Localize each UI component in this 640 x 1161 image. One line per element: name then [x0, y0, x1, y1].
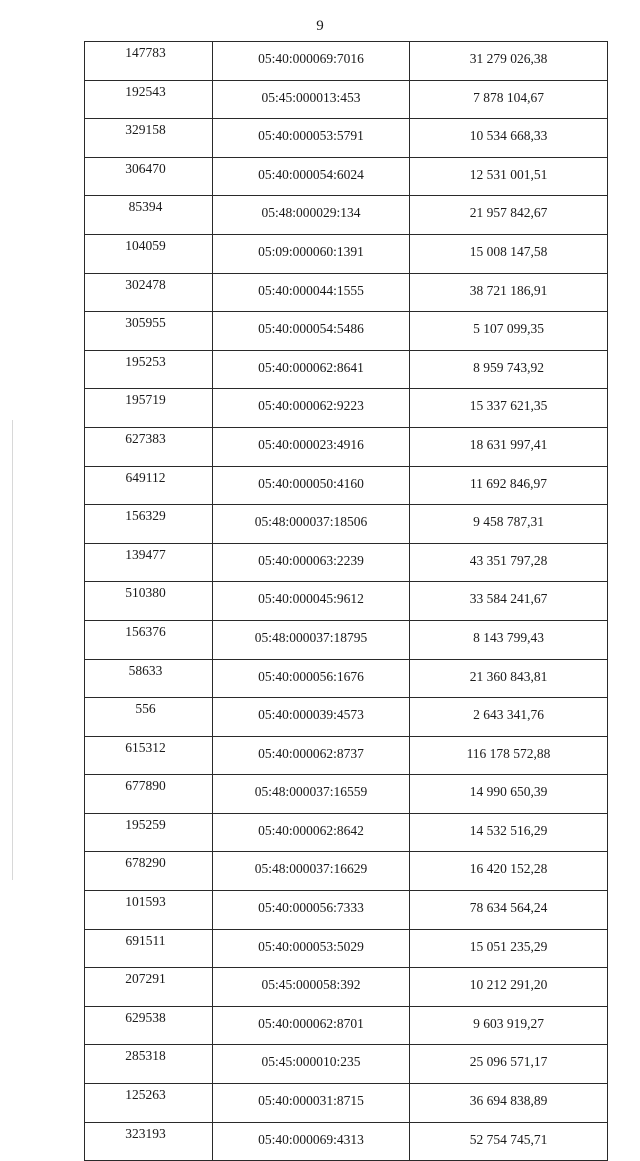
object-id-cell: 627383 — [85, 427, 213, 466]
cadastral-value-cell: 8 959 743,92 — [410, 350, 608, 389]
cadastral-number-cell: 05:40:000023:4916 — [213, 427, 410, 466]
object-id-cell: 195719 — [85, 389, 213, 428]
cadastral-number-cell: 05:45:000010:235 — [213, 1045, 410, 1084]
cadastral-value-cell: 33 584 241,67 — [410, 582, 608, 621]
table-row — [85, 389, 608, 428]
table-row — [85, 157, 608, 196]
cadastral-number-cell: 05:40:000062:9223 — [213, 389, 410, 428]
cadastral-number-cell: 05:40:000054:5486 — [213, 312, 410, 351]
cadastral-number-cell: 05:40:000062:8737 — [213, 736, 410, 775]
cadastral-number-cell: 05:40:000044:1555 — [213, 273, 410, 312]
object-id-cell: 691511 — [85, 929, 213, 968]
table-row — [85, 234, 608, 273]
object-id-cell: 85394 — [85, 196, 213, 235]
cadastral-value-cell: 8 143 799,43 — [410, 620, 608, 659]
cadastral-value-cell: 43 351 797,28 — [410, 543, 608, 582]
cadastral-value-cell: 10 212 291,20 — [410, 968, 608, 1007]
cadastral-value-cell: 9 603 919,27 — [410, 1006, 608, 1045]
cadastral-value-cell: 52 754 745,71 — [410, 1122, 608, 1161]
cadastral-value-cell: 78 634 564,24 — [410, 891, 608, 930]
object-id-cell: 58633 — [85, 659, 213, 698]
cadastral-number-cell: 05:45:000058:392 — [213, 968, 410, 1007]
cadastral-number-cell: 05:40:000062:8701 — [213, 1006, 410, 1045]
cadastral-number-cell: 05:40:000056:1676 — [213, 659, 410, 698]
table-row — [85, 466, 608, 505]
object-id-cell: 156329 — [85, 505, 213, 544]
object-id-cell: 104059 — [85, 234, 213, 273]
cadastral-number-cell: 05:40:000053:5029 — [213, 929, 410, 968]
table-row — [85, 813, 608, 852]
cadastral-value-cell: 2 643 341,76 — [410, 698, 608, 737]
table-row — [85, 929, 608, 968]
cadastral-value-cell: 14 990 650,39 — [410, 775, 608, 814]
cadastral-value-cell: 36 694 838,89 — [410, 1084, 608, 1123]
table-row — [85, 312, 608, 351]
cadastral-number-cell: 05:48:000029:134 — [213, 196, 410, 235]
cadastral-value-cell: 116 178 572,88 — [410, 736, 608, 775]
cadastral-value-cell: 21 360 843,81 — [410, 659, 608, 698]
object-id-cell: 615312 — [85, 736, 213, 775]
object-id-cell: 305955 — [85, 312, 213, 351]
table-row — [85, 659, 608, 698]
object-id-cell: 156376 — [85, 620, 213, 659]
cadastral-number-cell: 05:40:000031:8715 — [213, 1084, 410, 1123]
table-row — [85, 736, 608, 775]
object-id-cell: 207291 — [85, 968, 213, 1007]
object-id-cell: 285318 — [85, 1045, 213, 1084]
object-id-cell: 556 — [85, 698, 213, 737]
table-row — [85, 698, 608, 737]
object-id-cell: 139477 — [85, 543, 213, 582]
cadastral-number-cell: 05:09:000060:1391 — [213, 234, 410, 273]
cadastral-number-cell: 05:40:000069:4313 — [213, 1122, 410, 1161]
object-id-cell: 323193 — [85, 1122, 213, 1161]
cadastral-value-cell: 15 008 147,58 — [410, 234, 608, 273]
table-row — [85, 543, 608, 582]
table-row — [85, 775, 608, 814]
table-body — [85, 42, 608, 1161]
object-id-cell: 329158 — [85, 119, 213, 158]
cadastral-number-cell: 05:40:000056:7333 — [213, 891, 410, 930]
object-id-cell: 101593 — [85, 891, 213, 930]
scan-margin-line — [12, 420, 13, 880]
cadastral-value-cell: 10 534 668,33 — [410, 119, 608, 158]
table-row — [85, 1006, 608, 1045]
object-id-cell: 678290 — [85, 852, 213, 891]
cadastral-value-cell: 38 721 186,91 — [410, 273, 608, 312]
table-row — [85, 1084, 608, 1123]
cadastral-number-cell: 05:40:000062:8641 — [213, 350, 410, 389]
object-id-cell: 510380 — [85, 582, 213, 621]
table-row — [85, 620, 608, 659]
object-id-cell: 306470 — [85, 157, 213, 196]
table-row — [85, 273, 608, 312]
cadastral-number-cell: 05:40:000054:6024 — [213, 157, 410, 196]
table-row — [85, 968, 608, 1007]
object-id-cell: 147783 — [85, 42, 213, 81]
table-row — [85, 196, 608, 235]
cadastral-number-cell: 05:45:000013:453 — [213, 80, 410, 119]
cadastral-number-cell: 05:48:000037:16559 — [213, 775, 410, 814]
cadastral-value-cell: 7 878 104,67 — [410, 80, 608, 119]
cadastral-number-cell: 05:40:000050:4160 — [213, 466, 410, 505]
cadastral-value-cell: 14 532 516,29 — [410, 813, 608, 852]
object-id-cell: 677890 — [85, 775, 213, 814]
cadastral-number-cell: 05:48:000037:18506 — [213, 505, 410, 544]
cadastral-value-cell: 9 458 787,31 — [410, 505, 608, 544]
table-row — [85, 1045, 608, 1084]
object-id-cell: 629538 — [85, 1006, 213, 1045]
cadastral-number-cell: 05:40:000062:8642 — [213, 813, 410, 852]
cadastral-value-cell: 21 957 842,67 — [410, 196, 608, 235]
cadastral-number-cell: 05:40:000069:7016 — [213, 42, 410, 81]
object-id-cell: 649112 — [85, 466, 213, 505]
object-id-cell: 302478 — [85, 273, 213, 312]
cadastral-value-cell: 25 096 571,17 — [410, 1045, 608, 1084]
table-row — [85, 1122, 608, 1161]
cadastral-number-cell: 05:48:000037:18795 — [213, 620, 410, 659]
cadastral-number-cell: 05:40:000063:2239 — [213, 543, 410, 582]
cadastral-value-cell: 5 107 099,35 — [410, 312, 608, 351]
cadastral-number-cell: 05:48:000037:16629 — [213, 852, 410, 891]
table-row — [85, 852, 608, 891]
object-id-cell: 195259 — [85, 813, 213, 852]
cadastral-number-cell: 05:40:000039:4573 — [213, 698, 410, 737]
table-row — [85, 350, 608, 389]
table-row — [85, 582, 608, 621]
cadastral-value-cell: 16 420 152,28 — [410, 852, 608, 891]
cadastral-value-cell: 15 337 621,35 — [410, 389, 608, 428]
object-id-cell: 125263 — [85, 1084, 213, 1123]
table-row — [85, 505, 608, 544]
cadastral-number-cell: 05:40:000045:9612 — [213, 582, 410, 621]
cadastral-value-cell: 12 531 001,51 — [410, 157, 608, 196]
cadastral-value-cell: 18 631 997,41 — [410, 427, 608, 466]
table-row — [85, 80, 608, 119]
cadastral-value-cell: 11 692 846,97 — [410, 466, 608, 505]
property-value-table — [84, 41, 608, 1161]
table-row — [85, 42, 608, 81]
page-number: 9 — [316, 18, 324, 34]
object-id-cell: 195253 — [85, 350, 213, 389]
cadastral-value-cell: 15 051 235,29 — [410, 929, 608, 968]
table-row — [85, 891, 608, 930]
cadastral-value-cell: 31 279 026,38 — [410, 42, 608, 81]
table-row — [85, 427, 608, 466]
table-row — [85, 119, 608, 158]
object-id-cell: 192543 — [85, 80, 213, 119]
cadastral-number-cell: 05:40:000053:5791 — [213, 119, 410, 158]
